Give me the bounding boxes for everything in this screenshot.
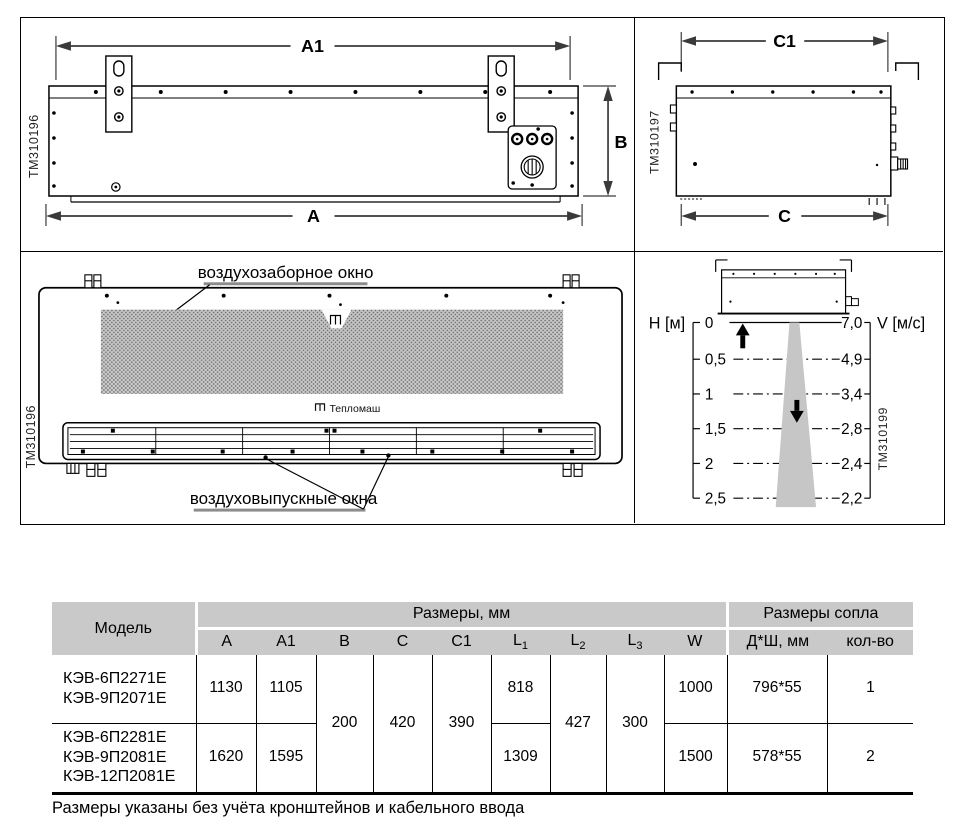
header-col-l1: $L_1$ — [491, 628, 550, 655]
header-col-l2: $L_2$ — [550, 628, 606, 655]
cell-a1: 1595 — [256, 723, 316, 793]
panel-rear-view — [21, 18, 635, 252]
cell-nozzle: 796*55 — [727, 655, 827, 723]
spec-table — [52, 602, 913, 795]
cell-l3-shared: 300 — [606, 655, 664, 793]
screw-target — [112, 183, 120, 191]
label-underline — [194, 508, 366, 511]
svg-text:3,4: 3,4 — [840, 385, 862, 403]
svg-text:2,2: 2,2 — [840, 490, 862, 508]
cell-l2-shared: 427 — [550, 655, 606, 793]
mini-unit-icon — [715, 259, 858, 313]
cell-qty: 2 — [827, 723, 913, 793]
cell-b-shared: 200 — [316, 655, 373, 793]
svg-text:2,4: 2,4 — [840, 455, 862, 473]
height-axis — [693, 322, 700, 498]
dimension-b — [583, 86, 616, 196]
header-col-b: B — [316, 628, 373, 655]
screw-dots — [105, 293, 565, 305]
header-col-c1: C1 — [432, 628, 491, 655]
velocity-axis — [864, 322, 870, 498]
cell-models: КЭВ-6П2271Е КЭВ-9П2071Е — [52, 655, 196, 723]
svg-text:1: 1 — [704, 385, 713, 403]
cell-w: 1000 — [664, 655, 727, 723]
table-row — [52, 655, 913, 723]
brand-flame-icon — [316, 403, 325, 410]
leader-dot — [386, 453, 390, 457]
dim-label-c1: C1 — [772, 30, 796, 52]
cell-c-shared: 420 — [373, 655, 432, 793]
svg-text:7,0: 7,0 — [840, 314, 862, 332]
bottom-marks — [680, 198, 885, 205]
drawing-ref: TM310197 — [647, 110, 662, 174]
svg-text:0: 0 — [704, 314, 713, 332]
height-axis-label: H [м] — [648, 313, 685, 332]
cell-l1: 818 — [491, 655, 550, 723]
header-model: Модель — [52, 602, 196, 655]
header-col-c: C — [373, 628, 432, 655]
svg-text:1,5: 1,5 — [704, 420, 726, 438]
cell-a: 1620 — [196, 723, 256, 793]
svg-text:4,9: 4,9 — [840, 351, 862, 369]
header-group-dimensions: Размеры, мм — [196, 602, 727, 628]
label-underline — [204, 282, 368, 285]
height-tick-labels — [704, 314, 725, 507]
dim-label-a: A — [307, 205, 321, 227]
cell-l1: 1309 — [491, 723, 550, 793]
mounting-bracket-left — [106, 56, 132, 132]
unit-body-side — [676, 86, 891, 196]
brand-logo — [316, 403, 381, 414]
panel-airflow-diagram — [635, 252, 944, 524]
svg-text:0,5: 0,5 — [704, 351, 726, 369]
cell-c1-shared: 390 — [432, 655, 491, 793]
cell-a: 1130 — [196, 655, 256, 723]
header-group-nozzle: Размеры сопла — [727, 602, 913, 628]
drawing-ref: TM310196 — [23, 404, 38, 468]
header-col-w: W — [664, 628, 727, 655]
header-col-nozzle-size: Д*Ш, мм — [727, 628, 827, 655]
outlet-grille — [63, 422, 600, 459]
brand-name: Тепломаш — [329, 403, 381, 415]
dim-label-b: B — [614, 131, 628, 153]
cell-models: КЭВ-6П2281Е КЭВ-9П2081Е КЭВ-12П2081Е — [52, 723, 196, 793]
footnote: Размеры указаны без учёта кронштейнов и кабельного ввода — [52, 799, 525, 817]
dim-label-a1: A1 — [301, 35, 325, 57]
side-hooks — [670, 105, 895, 150]
mounting-bracket-right — [488, 56, 514, 132]
leader-dot — [263, 455, 267, 459]
header-col-a1: A1 — [256, 628, 316, 655]
screw-dots — [690, 90, 882, 166]
header-col-l3: $L_3$ — [606, 628, 664, 655]
svg-text:2,8: 2,8 — [840, 420, 862, 438]
svg-text:2,5: 2,5 — [704, 490, 726, 508]
cell-a1: 1105 — [256, 655, 316, 723]
panel-front-view — [21, 252, 635, 524]
intake-window-label: воздухозаборное окно — [197, 262, 374, 282]
header-col-qty: кол-во — [827, 628, 913, 655]
junction-box — [508, 126, 556, 189]
dim-label-c: C — [777, 205, 791, 227]
cell-qty: 1 — [827, 655, 913, 723]
bottom-feet — [67, 463, 582, 476]
airflow-up-arrow — [735, 323, 749, 348]
velocity-tick-labels — [841, 314, 863, 507]
drawings-frame — [20, 17, 945, 525]
grille-clips — [81, 428, 574, 453]
header-col-a: A — [196, 628, 256, 655]
cell-nozzle: 578*55 — [727, 723, 827, 793]
drawing-ref: TM310199 — [875, 406, 890, 470]
outlet-windows-label: воздуховыпускные окна — [189, 488, 378, 508]
cable-gland-icon — [890, 157, 907, 170]
velocity-axis-label: V [м/с] — [876, 313, 925, 332]
svg-text:2: 2 — [704, 455, 713, 473]
drawing-ref: TM310196 — [26, 114, 41, 178]
panel-side-view — [635, 18, 944, 252]
ceiling-flanges — [658, 63, 918, 80]
cell-w: 1500 — [664, 723, 727, 793]
